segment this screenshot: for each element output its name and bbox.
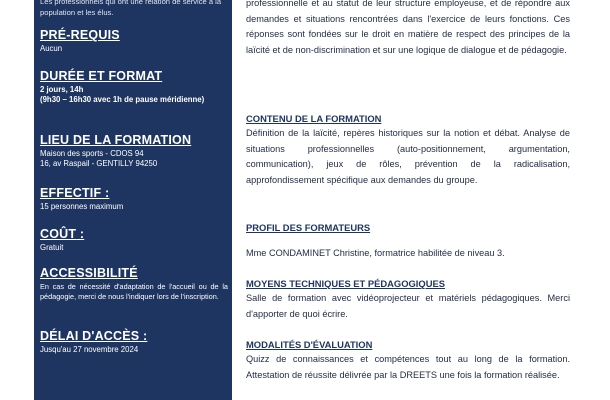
section-accessibilite	[40, 267, 228, 301]
section-delai	[40, 330, 228, 355]
profil-heading: PROFIL DES FORMATEURS	[246, 222, 371, 233]
modalites-heading: MODALITÉS D'ÉVALUATION	[246, 339, 373, 350]
moyens-text: Salle de formation avec vidéoprojecteur et matériels pédagogiques. Merci d'apporter de quoi écrire.	[246, 293, 570, 319]
section-prerequis	[40, 29, 228, 54]
effectif-body: 15 personnes maximum	[40, 202, 124, 211]
section-duree	[40, 70, 228, 105]
lieu-title: LIEU DE LA FORMATION	[40, 133, 192, 147]
info-sidebar	[34, 0, 232, 400]
duree-line1: 2 jours, 14h	[40, 85, 84, 94]
delai-title	[40, 330, 228, 343]
contenu-heading: CONTENU DE LA FORMATION	[246, 113, 382, 124]
cout-title	[40, 228, 228, 241]
delai-title-colon: :	[139, 329, 148, 343]
delai-body: Jusqu'au 27 novembre 2024	[40, 345, 139, 354]
duree-title: DURÉE ET FORMAT	[40, 69, 163, 83]
modalites-text: Quizz de connaissances et compétences tout au long de la formation. Attestation de réussite délivrée par la DREETS une fois la formation réalisée.	[246, 354, 570, 380]
delai-title-text: DÉLAI D'ACCÈS	[40, 329, 140, 343]
public-description: Les professionnels qui ont une relation de service à la population et les élus.	[40, 0, 222, 17]
section-lieu	[40, 134, 228, 169]
section-effectif	[40, 187, 228, 212]
lieu-line1: Maison des sports - CDOS 94	[40, 149, 144, 158]
prerequis-body: Aucun	[40, 44, 63, 53]
moyens-heading: MOYENS TECHNIQUES ET PÉDAGOGIQUES	[246, 278, 445, 289]
cout-title-colon: :	[76, 227, 85, 241]
lieu-line2: 16, av Raspail - GENTILLY 94250	[40, 159, 158, 168]
effectif-title	[40, 187, 228, 200]
prerequis-title: PRÉ-REQUIS	[40, 28, 120, 42]
effectif-title-colon: :	[101, 186, 110, 200]
accessibilite-title: ACCESSIBILITÉ	[40, 266, 138, 280]
duree-line2: (9h30 – 16h30 avec 1h de pause méridienne)	[40, 95, 205, 104]
accessibilite-body: En cas de nécessité d'adaptation de l'accueil ou de la pédagogie, merci de nous l'indiquer lors de l'inscription.	[40, 282, 228, 301]
intro-paragraph: professionnelle et au statut de leur structure employeuse, et de répondre aux demandes et situations rencontrées dans l'exercice de leurs fonctions. Ces réponses sont fondées sur le droit en matière de respect des principes de la laïcité et de non-discrimination et sur une logique de dialogue et de pédagogie.	[246, 0, 570, 55]
profil-text: Mme CONDAMINET Christine, formatrice habilitée de niveau 3.	[246, 248, 505, 258]
cout-body: Gratuit	[40, 243, 64, 252]
effectif-title-text: EFFECTIF	[40, 186, 102, 200]
contenu-text: Définition de la laïcité, repères historiques sur la notion et débat. Analyse de situations professionnelles (auto-positionnement, argumentation, communication), jeux de rôles, prévention de la radicalisation, approfondissement spécifique aux demandes du groupe.	[246, 128, 570, 185]
section-cout	[40, 228, 228, 253]
cout-title-text: COÛT	[40, 227, 77, 241]
